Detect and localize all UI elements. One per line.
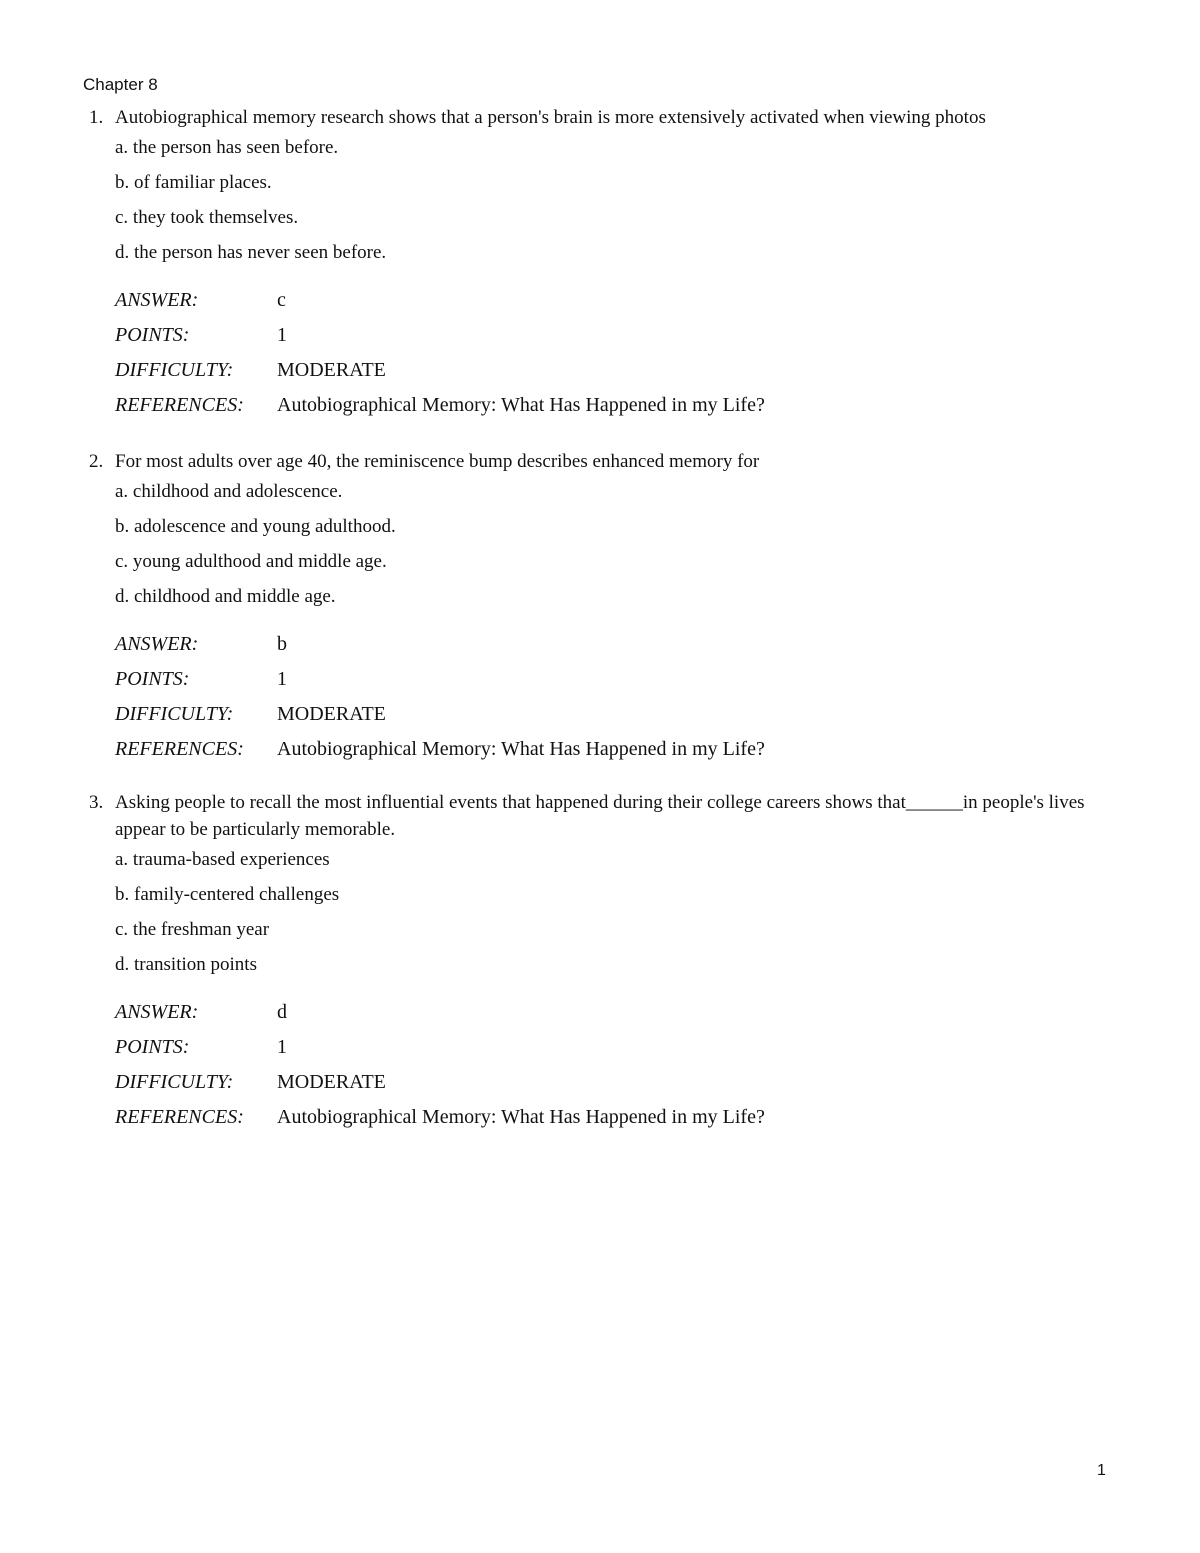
difficulty-row (115, 1068, 1119, 1103)
chapter-title: Chapter 8 (83, 75, 158, 94)
option-b: b. of familiar places. (115, 172, 272, 193)
references-value: Autobiographical Memory: What Has Happened in my Life? (277, 738, 765, 760)
option-c: c. young adulthood and middle age. (115, 551, 387, 572)
points-label: POINTS: (115, 324, 190, 346)
points-row (115, 321, 1119, 356)
question-stem (89, 104, 1119, 131)
difficulty-value: MODERATE (277, 359, 386, 381)
answer-value: c (277, 289, 286, 311)
points-label: POINTS: (115, 1036, 190, 1058)
references-row (115, 391, 1119, 426)
difficulty-value: MODERATE (277, 1071, 386, 1093)
question-1 (89, 104, 1119, 426)
option-a: a. trauma-based experiences (115, 849, 330, 870)
question-metadata (89, 998, 1119, 1138)
answer-label: ANSWER: (115, 1001, 199, 1023)
difficulty-row (115, 700, 1119, 735)
question-stem (89, 448, 1119, 475)
answer-row (115, 286, 1119, 321)
answer-value: b (277, 633, 287, 655)
answer-label: ANSWER: (115, 633, 199, 655)
difficulty-label: DIFFICULTY: (115, 1071, 234, 1093)
options-list (89, 478, 1119, 610)
option-d: d. childhood and middle age. (115, 586, 336, 607)
question-number: 3. (89, 792, 104, 813)
question-metadata (89, 286, 1119, 426)
answer-row (115, 998, 1119, 1033)
answer-value: d (277, 1001, 287, 1023)
question-number: 1. (89, 107, 104, 128)
points-row (115, 665, 1119, 700)
references-value: Autobiographical Memory: What Has Happened in my Life? (277, 394, 765, 416)
page-number: 1 (1097, 1462, 1106, 1479)
references-label: REFERENCES: (115, 1106, 244, 1128)
question-3 (89, 789, 1119, 1138)
option-b: b. adolescence and young adulthood. (115, 516, 396, 537)
references-label: REFERENCES: (115, 738, 244, 760)
references-row (115, 1103, 1119, 1138)
options-list (89, 134, 1119, 266)
answer-label: ANSWER: (115, 289, 199, 311)
question-text: For most adults over age 40, the reminiscence bump describes enhanced memory for (115, 451, 760, 472)
question-metadata (89, 630, 1119, 770)
option-d: d. transition points (115, 954, 257, 975)
difficulty-label: DIFFICULTY: (115, 359, 234, 381)
points-row (115, 1033, 1119, 1068)
points-value: 1 (277, 1036, 287, 1058)
references-value: Autobiographical Memory: What Has Happened in my Life? (277, 1106, 765, 1128)
options-list (89, 846, 1119, 978)
answer-row (115, 630, 1119, 665)
question-text: Asking people to recall the most influential events that happened during their college careers shows that______in people's lives appear to be particularly memorable. (115, 792, 1085, 840)
difficulty-label: DIFFICULTY: (115, 703, 234, 725)
points-value: 1 (277, 324, 287, 346)
question-text: Autobiographical memory research shows that a person's brain is more extensively activated when viewing photos (115, 107, 986, 128)
option-d: d. the person has never seen before. (115, 242, 387, 263)
references-row (115, 735, 1119, 770)
question-number: 2. (89, 451, 104, 472)
references-label: REFERENCES: (115, 394, 244, 416)
option-a: a. childhood and adolescence. (115, 481, 343, 502)
option-a: a. the person has seen before. (115, 137, 339, 158)
option-c: c. they took themselves. (115, 207, 299, 228)
points-label: POINTS: (115, 668, 190, 690)
option-c: c. the freshman year (115, 919, 270, 940)
question-2 (89, 448, 1119, 770)
difficulty-value: MODERATE (277, 703, 386, 725)
difficulty-row (115, 356, 1119, 391)
question-stem (89, 789, 1119, 843)
option-b: b. family-centered challenges (115, 884, 340, 905)
points-value: 1 (277, 668, 287, 690)
